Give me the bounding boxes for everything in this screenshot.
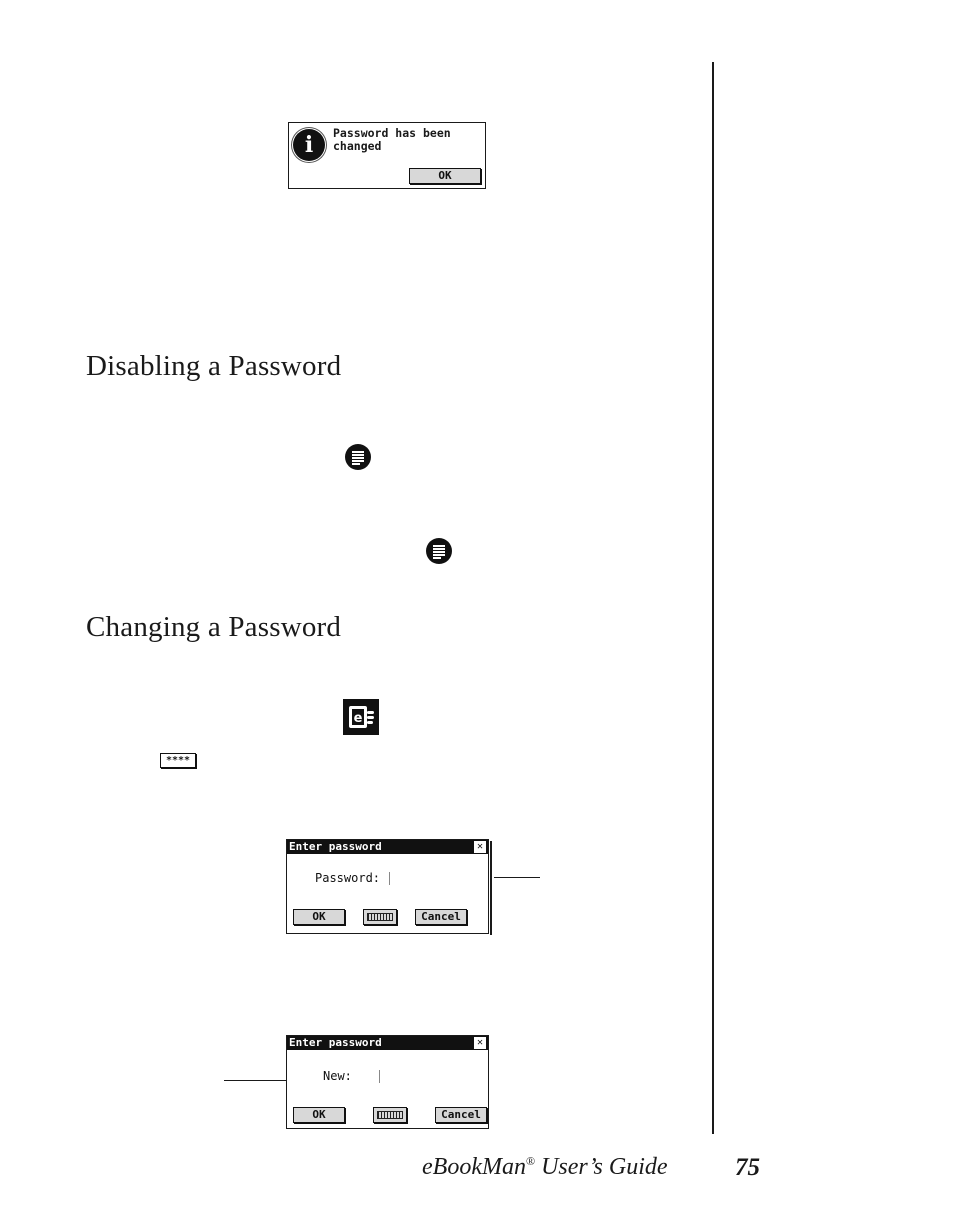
registered-mark: ® [525,1154,536,1168]
password-mask-field: **** [160,753,196,768]
keyboard-icon[interactable] [363,909,397,925]
column-rule [712,62,714,1134]
info-message: Password has been changed [333,126,451,153]
dialog-shadow [490,841,492,935]
close-icon[interactable]: ✕ [474,841,486,853]
menu-icon [345,444,371,470]
enter-password-dialog [286,839,489,934]
dialog-title: Enter password [289,1036,382,1049]
page-number: 75 [735,1154,760,1181]
keyboard-icon[interactable] [373,1107,407,1123]
close-icon[interactable]: ✕ [474,1037,486,1049]
heading-disabling-password: Disabling a Password [86,350,342,382]
callout-line [224,1080,286,1081]
info-icon: i [293,129,325,161]
ok-button[interactable]: OK [409,168,481,184]
dialog-title-bar [287,840,488,854]
running-footer [422,1154,668,1181]
menu-icon [426,538,452,564]
svg-text:e: e [353,711,363,726]
heading-changing-password: Changing a Password [86,611,342,643]
password-label: Password: [315,871,381,885]
new-password-label: New: [323,1069,352,1083]
cancel-button[interactable]: Cancel [415,909,467,925]
info-dialog [288,122,486,189]
enter-new-password-dialog [286,1035,489,1129]
password-input[interactable] [389,872,390,885]
ok-button[interactable]: OK [293,909,345,925]
dialog-title-bar [287,1036,488,1050]
new-password-input[interactable] [379,1070,380,1083]
security-app-icon [343,699,379,735]
callout-line [494,877,540,878]
footer-title-suffix: User’s Guide [535,1154,668,1180]
cancel-button[interactable]: Cancel [435,1107,487,1123]
footer-title: eBookMan [422,1154,526,1180]
ok-button[interactable]: OK [293,1107,345,1123]
dialog-title: Enter password [289,840,382,853]
